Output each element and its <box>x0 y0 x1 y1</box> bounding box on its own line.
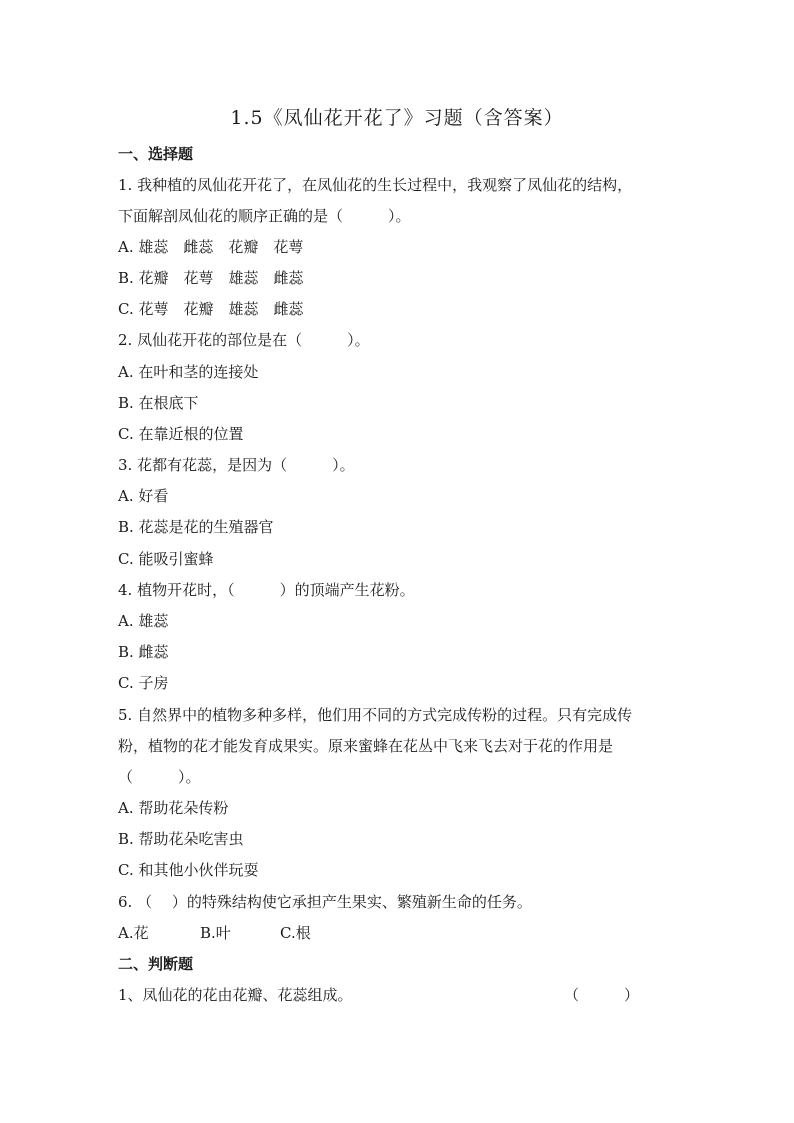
question-5-line-1: 5. 自然界中的植物多种多样，他们用不同的方式完成传粉的过程。只有完成传 <box>118 706 633 724</box>
true-false-1-stem: 1、凤仙花的花由花瓣、花蕊组成。 <box>118 986 353 1004</box>
question-1-option-b: B. 花瓣 花萼 雄蕊 雌蕊 <box>118 269 304 287</box>
question-3-option-c: C. 能吸引蜜蜂 <box>118 550 214 568</box>
question-4-option-b: B. 雌蕊 <box>118 643 169 661</box>
question-5-option-c: C. 和其他小伙伴玩耍 <box>118 861 259 879</box>
question-5-line-3: （ ）。 <box>118 768 201 786</box>
question-3-stem: 3. 花都有花蕊，是因为（ ）。 <box>118 456 355 474</box>
question-6-option-c: C.根 <box>280 924 311 942</box>
question-1-line-1: 1. 我种植的凤仙花开花了，在凤仙花的生长过程中，我观察了凤仙花的结构， <box>118 176 633 194</box>
true-false-1-answer-blank: （ ） <box>564 986 640 1004</box>
question-4-stem: 4. 植物开花时，（ ）的顶端产生花粉。 <box>118 581 415 599</box>
question-6-options <box>118 922 311 944</box>
question-5-line-2: 粉，植物的花才能发育成果实。原来蜜蜂在花丛中飞来飞去对于花的作用是 <box>118 737 614 755</box>
question-4-option-c: C. 子房 <box>118 674 169 692</box>
question-2-option-c: C. 在靠近根的位置 <box>118 425 244 443</box>
question-6-option-b: B.叶 <box>200 924 231 942</box>
page-title: 1.5《凤仙花开花了》习题（含答案） <box>230 107 564 129</box>
question-6-stem: 6. （ ）的特殊结构使它承担产生果实、繁殖新生命的任务。 <box>118 893 532 911</box>
question-1-option-c: C. 花萼 花瓣 雄蕊 雌蕊 <box>118 300 304 318</box>
question-5-option-a: A. 帮助花朵传粉 <box>118 799 229 817</box>
question-4-option-a: A. 雄蕊 <box>118 612 169 630</box>
question-2-stem: 2. 凤仙花开花的部位是在（ ）。 <box>118 331 370 349</box>
question-5-option-b: B. 帮助花朵吃害虫 <box>118 830 244 848</box>
question-6-option-a: A.花 <box>118 924 149 942</box>
section-heading-multiple-choice: 一、选择题 <box>118 145 194 163</box>
question-1-option-a: A. 雄蕊 雌蕊 花瓣 花萼 <box>118 238 304 256</box>
question-2-option-b: B. 在根底下 <box>118 394 199 412</box>
question-2-option-a: A. 在叶和茎的连接处 <box>118 363 259 381</box>
question-3-option-a: A. 好看 <box>118 487 169 505</box>
question-1-line-2: 下面解剖凤仙花的顺序正确的是（ ）。 <box>118 207 411 225</box>
section-heading-true-false: 二、判断题 <box>118 955 194 973</box>
question-3-option-b: B. 花蕊是花的生殖器官 <box>118 518 274 536</box>
